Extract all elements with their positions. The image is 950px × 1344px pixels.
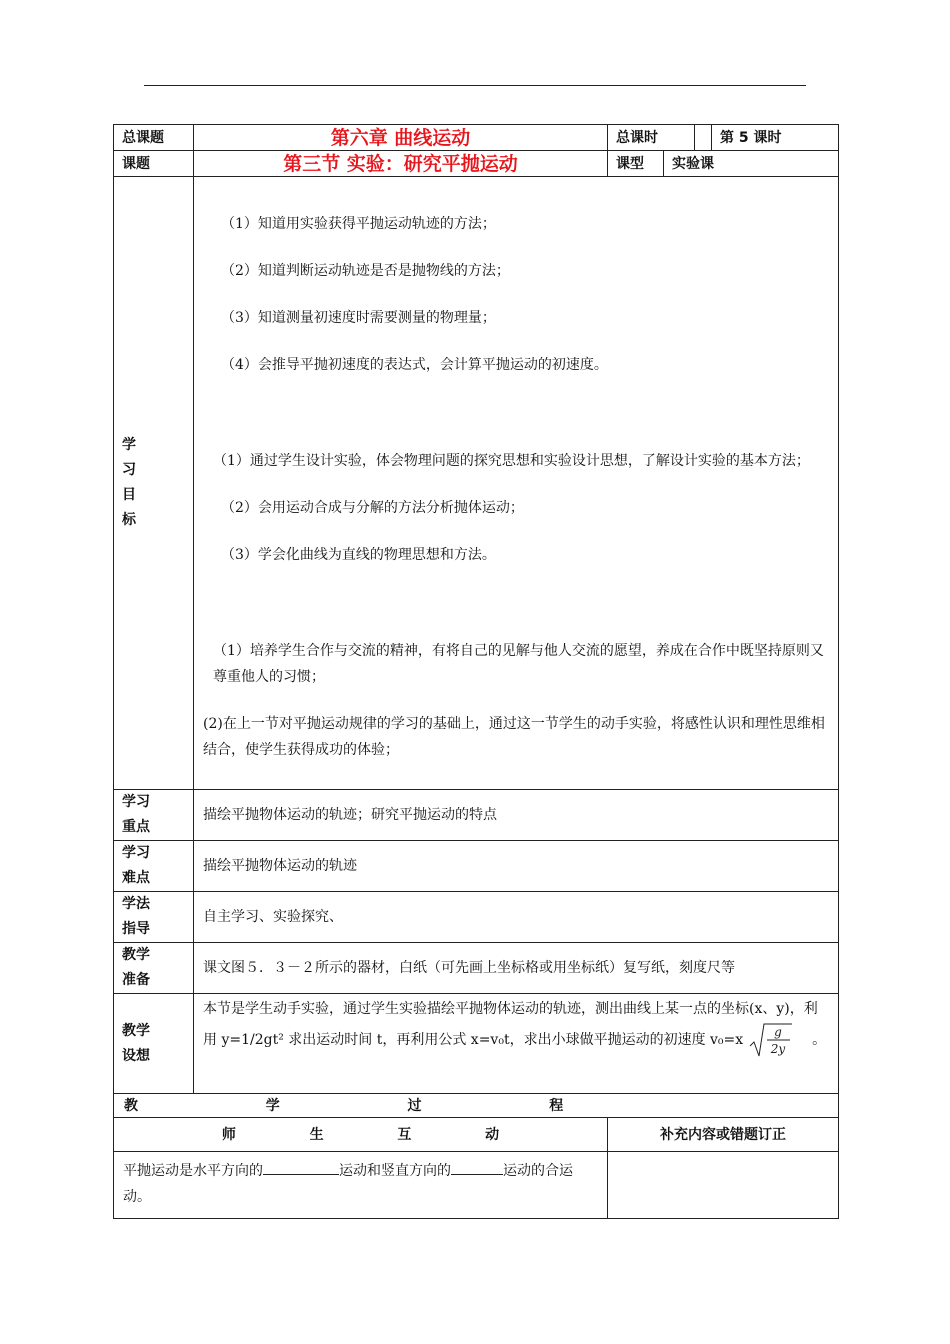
design-label: 教学 设想 xyxy=(114,994,194,1094)
lesson-plan-table xyxy=(113,124,839,1219)
prep-text: 课文图５．３－２所示的器材，白纸（可先画上坐标格或用坐标纸）复写纸，刻度尺等 xyxy=(194,943,839,994)
knowledge-item: （1）知道用实验获得平抛运动轨迹的方法； xyxy=(221,216,496,232)
emotion-item: （1）培养学生合作与交流的精神，有将自己的见解与他人交流的愿望，养成在合作中既坚持原则又尊重他人的习惯； xyxy=(213,643,824,685)
course-label: 总课题 xyxy=(114,125,194,151)
type-value: 实验课 xyxy=(664,151,839,177)
process-item: （1）通过学生设计实验，体会物理问题的探究思想和实验设计思想，了解设计实验的基本方法； xyxy=(213,453,810,469)
row-difficulty xyxy=(114,841,839,892)
row-topic xyxy=(114,151,839,177)
design-text: 本节是学生动手实验，通过学生实验描绘平抛物体运动的轨迹，测出曲线上某一点的坐标(x、y)，利用 y=1/2gt² 求出运动时间 t，再利用公式 x=v₀t，求出小球做平抛运动的初速度 v₀=x g 2y 。 xyxy=(194,994,839,1094)
process-heading: 教 学 过 程 xyxy=(114,1094,839,1118)
row-interact-heading xyxy=(114,1118,839,1152)
row-course xyxy=(114,125,839,151)
interact-heading: 师 生 互 动 xyxy=(114,1118,608,1152)
method-label: 学法 指导 xyxy=(114,892,194,943)
row-key-points xyxy=(114,790,839,841)
answer-blank-1[interactable] xyxy=(263,1160,339,1175)
key-points-text: 描绘平抛物体运动的轨迹；研究平抛运动的特点 xyxy=(194,790,839,841)
formula-denominator: 2y xyxy=(770,1042,785,1056)
row-design xyxy=(114,994,839,1094)
total-hours-label: 总课时 xyxy=(608,125,695,151)
difficulty-text: 描绘平抛物体运动的轨迹 xyxy=(194,841,839,892)
section-title: 第三节 实验：研究平抛运动 xyxy=(194,151,608,177)
difficulty-label: 学习 难点 xyxy=(114,841,194,892)
sqrt-fraction-formula xyxy=(748,1022,794,1058)
total-hours-value xyxy=(695,125,712,151)
knowledge-item: （4）会推导平抛初速度的表达式，会计算平抛运动的初速度。 xyxy=(221,357,608,373)
lesson-number: 第 5 课时 xyxy=(712,125,839,151)
topic-label: 课题 xyxy=(114,151,194,177)
header-rule xyxy=(144,85,806,86)
formula-numerator: g xyxy=(773,1025,782,1039)
knowledge-item: （2）知道判断运动轨迹是否是抛物线的方法； xyxy=(221,263,510,279)
supplement-cell[interactable] xyxy=(608,1152,839,1219)
supplement-heading: 补充内容或错题订正 xyxy=(608,1118,839,1152)
question-text: 平抛运动是水平方向的 运动和竖直方向的 运动的合运动。 xyxy=(114,1152,608,1219)
answer-blank-2[interactable] xyxy=(451,1160,503,1175)
row-question xyxy=(114,1152,839,1219)
knowledge-item: （3）知道测量初速度时需要测量的物理量； xyxy=(221,310,496,326)
objectives-content xyxy=(194,177,839,790)
row-method xyxy=(114,892,839,943)
key-points-label: 学习 重点 xyxy=(114,790,194,841)
prep-label: 教学 准备 xyxy=(114,943,194,994)
row-preparation xyxy=(114,943,839,994)
objectives-label: 学 习 目 标 xyxy=(114,177,194,790)
emotion-item: (2)在上一节对平抛运动规律的学习的基础上，通过这一节学生的动手实验，将感性认识和理性思维相结合，使学生获得成功的体验； xyxy=(203,716,825,758)
method-text: 自主学习、实验探究、 xyxy=(194,892,839,943)
row-process-heading xyxy=(114,1094,839,1118)
type-label: 课型 xyxy=(608,151,664,177)
process-item: （2）会用运动合成与分解的方法分析抛体运动； xyxy=(221,500,524,516)
chapter-title: 第六章 曲线运动 xyxy=(194,125,608,151)
row-objectives xyxy=(114,177,839,790)
process-item: （3）学会化曲线为直线的物理思想和方法。 xyxy=(221,547,496,563)
